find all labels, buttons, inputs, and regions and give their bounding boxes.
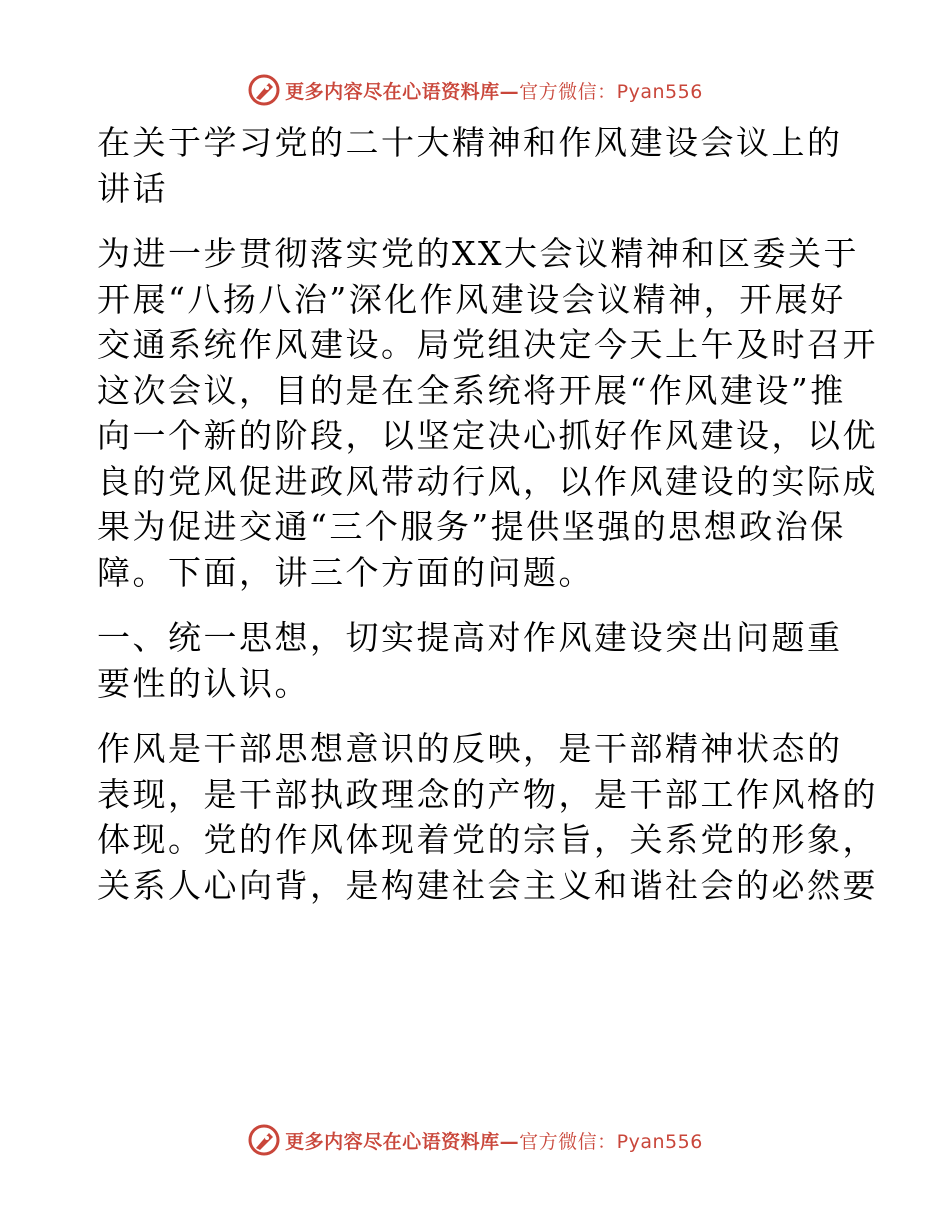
text-line: 表现，是干部执政理念的产物，是干部工作风格的 xyxy=(97,774,878,814)
text-line: 交通系统作风建设。局党组决定今天上午及时召开 xyxy=(97,325,878,364)
text-line: 一、统一思想，切实提高对作风建设突出问题重 xyxy=(97,618,843,657)
text-line: 作风是干部思想意识的反映，是干部精神状态的 xyxy=(97,729,843,768)
paragraph-intro xyxy=(97,231,878,595)
text-line: 体现。党的作风体现着党的宗旨，关系党的形象， xyxy=(97,820,878,859)
banner-site-text: 更多内容尽在心语资料库 xyxy=(285,80,500,103)
text-line: 关系人心向背，是构建社会主义和谐社会的必然要 xyxy=(97,865,878,905)
banner-separator: — xyxy=(499,1130,520,1153)
text-line: 果为促进交通“三个服务”提供坚强的思想政治保 xyxy=(97,507,846,546)
text-line: 这次会议，目的是在全系统将开展“作风建设”推 xyxy=(97,370,846,410)
banner-text xyxy=(285,1127,703,1154)
document-body xyxy=(97,120,878,928)
banner-wechat-text: 官方微信：Pyan556 xyxy=(519,1130,703,1153)
text-line: 良的党风促进政风带动行风，以作风建设的实际成 xyxy=(97,461,878,501)
title-line: 讲话 xyxy=(97,168,168,208)
text-line: 向一个新的阶段，以坚定决心抓好作风建设，以优 xyxy=(97,416,878,455)
text-line: 开展“八扬八治”深化作风建设会议精神，开展好 xyxy=(97,279,846,319)
document-title xyxy=(97,120,853,211)
banner-wechat-text: 官方微信：Pyan556 xyxy=(519,80,703,103)
pen-nib-circle-icon xyxy=(247,73,281,107)
header-watermark-banner xyxy=(0,70,950,110)
paragraph-work-style xyxy=(97,726,878,908)
text-line: 要性的认识。 xyxy=(97,663,310,703)
text-line: 障。下面，讲三个方面的问题。 xyxy=(97,552,594,592)
pen-nib-circle-icon xyxy=(247,1123,281,1157)
section-heading-1 xyxy=(97,615,853,706)
footer-watermark-banner xyxy=(0,1120,950,1160)
banner-text xyxy=(285,77,703,104)
banner-separator: — xyxy=(499,80,520,103)
title-line: 在关于学习党的二十大精神和作风建设会议上的 xyxy=(97,123,843,162)
banner-site-text: 更多内容尽在心语资料库 xyxy=(285,1130,500,1153)
text-line: 为进一步贯彻落实党的XX大会议精神和区委关于 xyxy=(97,234,859,273)
